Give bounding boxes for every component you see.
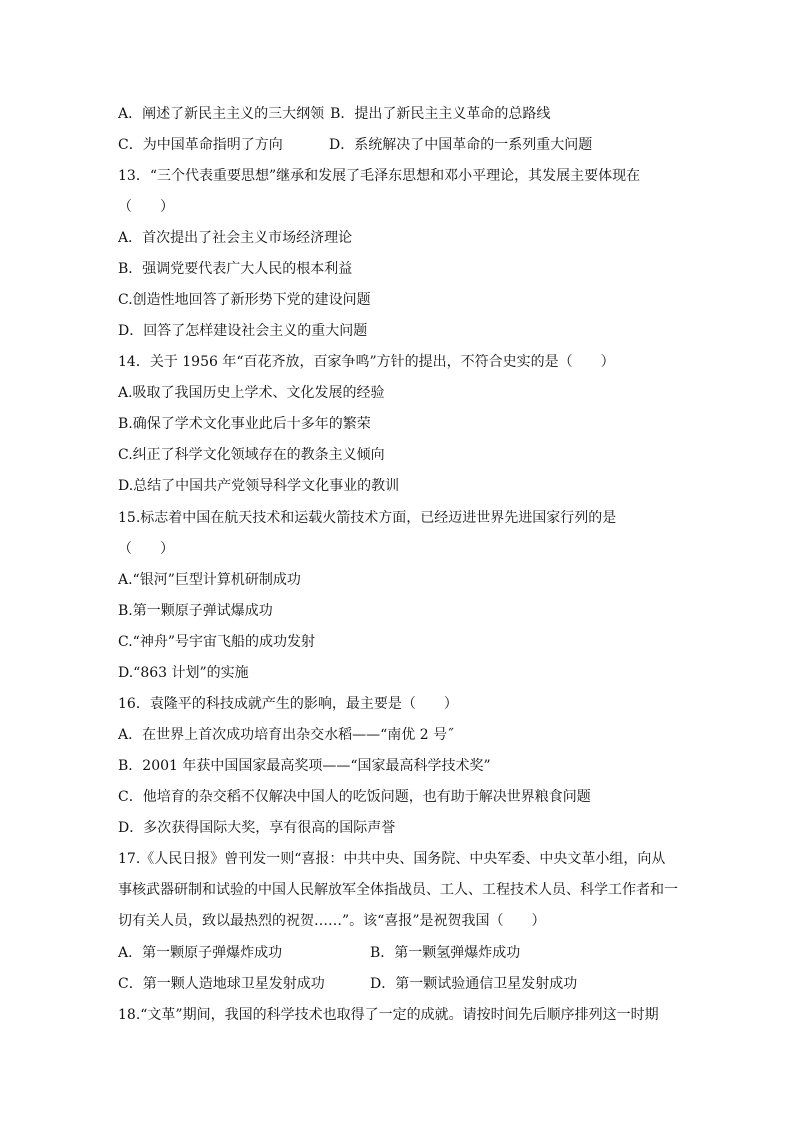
q15-stem-line2: （ ）	[118, 541, 174, 557]
q17-option-c: C．第一颗人造地球卫星发射成功	[118, 976, 325, 992]
q13-option-a: A．首次提出了社会主义市场经济理论	[118, 230, 353, 246]
q15-option-b: B.第一颗原子弹试爆成功	[118, 603, 273, 619]
q13-option-b: B．强调党要代表广大人民的根本利益	[118, 261, 353, 277]
q15-option-c: C.“神舟”号宇宙飞船的成功发射	[118, 634, 315, 650]
q12-option-c: C．为中国革命指明了方向	[118, 137, 283, 153]
q13-stem-line1: 13．“三个代表重要思想”继承和发展了毛泽东思想和邓小平理论，其发展主要体现在	[118, 168, 641, 184]
q17-option-b: B．第一颗氢弹爆炸成功	[370, 945, 521, 961]
q17-stem-line1: 17.《人民日报》曾刊发一则“喜报：中共中央、国务院、中央军委、中央文革小组，向从	[118, 851, 666, 867]
q16-option-a: A．在世界上首次成功培育出杂交水稻——“南优 2 号˝	[118, 727, 455, 743]
q17-stem-line3: 切有关人员，致以最热烈的祝贺……”。该“喜报”是祝贺我国（ ）	[118, 913, 546, 929]
q14-option-b: B.确保了学术文化事业此后十多年的繁荣	[118, 416, 371, 432]
q12-option-b: B．提出了新民主主义革命的总路线	[330, 106, 551, 122]
q14-option-c: C.纠正了科学文化领域存在的教条主义倾向	[118, 447, 385, 463]
q16-option-d: D．多次获得国际大奖，享有很高的国际声誉	[118, 820, 396, 836]
q15-option-a: A.“银河”巨型计算机研制成功	[118, 572, 301, 588]
q12-option-d: D．系统解决了中国革命的一系列重大问题	[329, 137, 593, 153]
q12-options-row1	[118, 104, 550, 124]
q17-stem-line2: 事核武器研制和试验的中国人民解放军全体指战员、工人、工程技术人员、科学工作者和一	[118, 882, 678, 898]
q14-stem: 14．关于 1956 年“百花齐放，百家争鸣”方针的提出，不符合史实的是（ ）	[118, 354, 615, 370]
q18-stem-line1: 18.“文革”期间，我国的科学技术也取得了一定的成就。请按时间先后顺序排列这一时期	[118, 1007, 659, 1023]
q13-option-d: D．回答了怎样建设社会主义的重大问题	[118, 323, 368, 339]
q17-option-a: A．第一颗原子弹爆炸成功	[118, 945, 283, 961]
q16-option-b: B．2001 年获中国国家最高奖项——“国家最高科学技术奖”	[118, 758, 491, 774]
q16-option-c: C．他培育的杂交稻不仅解决中国人的吃饭问题，也有助于解决世界粮食问题	[118, 789, 591, 805]
q13-option-c: C.创造性地回答了新形势下党的建设问题	[118, 292, 371, 308]
q15-option-d: D.“863 计划”的实施	[118, 665, 249, 681]
q17-option-d: D．第一颗试验通信卫星发射成功	[370, 976, 578, 992]
q14-option-a: A.吸取了我国历史上学术、文化发展的经验	[118, 385, 385, 401]
q13-stem-line2: （ ）	[118, 199, 174, 215]
q15-stem-line1: 15.标志着中国在航天技术和运载火箭技术方面，已经迈进世界先进国家行列的是	[118, 510, 617, 526]
q14-option-d: D.总结了中国共产党领导科学文化事业的教训	[118, 478, 400, 494]
q12-option-a: A．阐述了新民主主义的三大纲领	[118, 106, 325, 122]
q16-stem: 16．袁隆平的科技成就产生的影响，最主要是（ ）	[118, 696, 458, 712]
